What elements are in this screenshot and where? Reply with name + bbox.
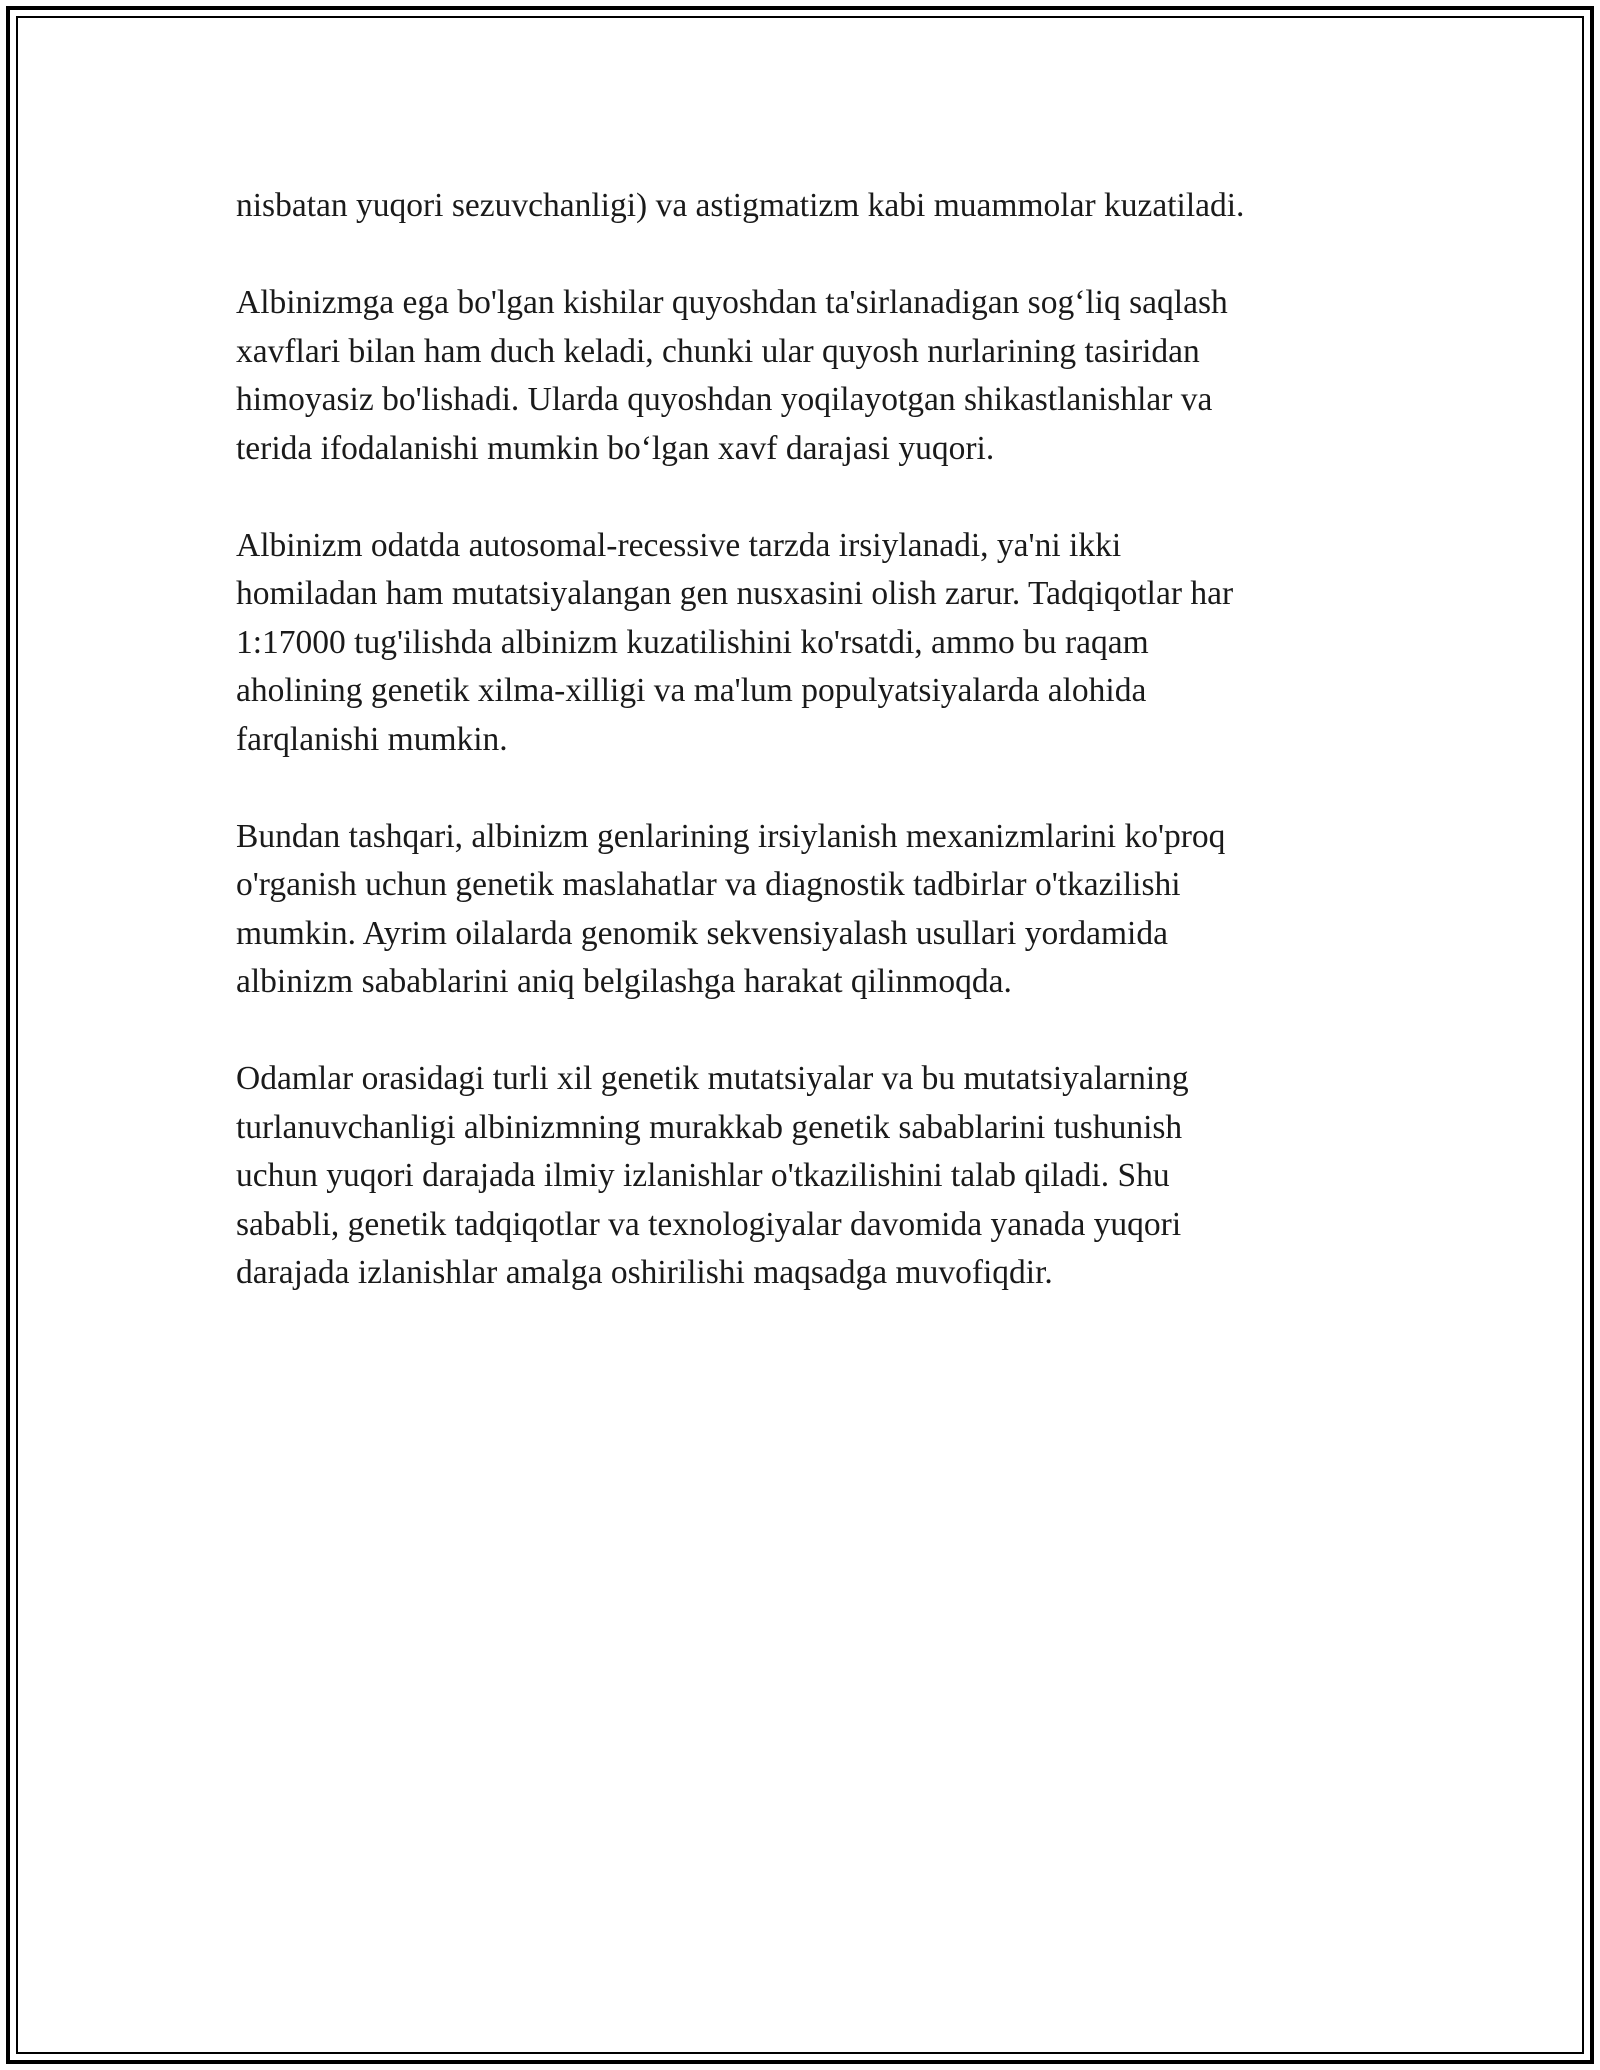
text-line: farqlanishi mumkin.: [236, 720, 508, 758]
text-line: Bundan tashqari, albinizm genlarining irsiylanish mexanizmlarini ko'proq: [236, 817, 1226, 855]
text-line: homiladan ham mutatsiyalangan gen nusxasini olish zarur. Tadqiqotlar har: [236, 575, 1234, 612]
text-line: albinizm sabablarini aniq belgilashga harakat qilinmoqda.: [236, 963, 1012, 1000]
paragraph-5: [236, 1055, 1376, 1298]
text-line: xavflari bilan ham duch keladi, chunki ular quyosh nurlarining tasiridan: [236, 332, 1200, 370]
text-line: mumkin. Ayrim oilalarda genomik sekvensiyalash usullari yordamida: [236, 914, 1168, 952]
text-line: sababli, genetik tadqiqotlar va texnologiyalar davomida yanada yuqori: [236, 1205, 1182, 1243]
text-line: o'rganish uchun genetik maslahatlar va diagnostik tadbirlar o'tkazilishi: [236, 866, 1181, 903]
paragraph-4: [236, 813, 1376, 1007]
paragraph-2: [236, 279, 1376, 473]
text-line: turlanuvchanligi albinizmning murakkab genetik sabablarini tushunish: [236, 1108, 1183, 1146]
text-line: Albinizm odatda autosomal-recessive tarzda irsiylanadi, ya'ni ikki: [236, 526, 1122, 564]
text-line: nisbatan yuqori sezuvchanligi) va astigmatizm kabi muammolar kuzatiladi.: [236, 187, 1245, 224]
text-line: himoyasiz bo'lishadi. Ularda quyoshdan yoqilayotgan shikastlanishlar va: [236, 381, 1213, 418]
text-line: aholining genetik xilma-xilligi va ma'lum populyatsiyalarda alohida: [236, 672, 1147, 709]
paragraph-3: [236, 522, 1376, 765]
text-line: Odamlar orasidagi turli xil genetik mutatsiyalar va bu mutatsiyalarning: [236, 1060, 1189, 1097]
document-body: [236, 182, 1376, 1346]
text-line: terida ifodalanishi mumkin bo‘lgan xavf darajasi yuqori.: [236, 429, 995, 467]
text-line: Albinizmga ega bo'lgan kishilar quyoshdan ta'sirlanadigan sog‘liq saqlash: [236, 284, 1228, 321]
text-line: uchun yuqori darajada ilmiy izlanishlar o'tkazilishini talab qiladi. Shu: [236, 1157, 1170, 1194]
paragraph-1: [236, 182, 1376, 231]
text-line: darajada izlanishlar amalga oshirilishi maqsadga muvofiqdir.: [236, 1254, 1053, 1291]
text-line: 1:17000 tug'ilishda albinizm kuzatilishini ko'rsatdi, ammo bu raqam: [236, 623, 1149, 661]
